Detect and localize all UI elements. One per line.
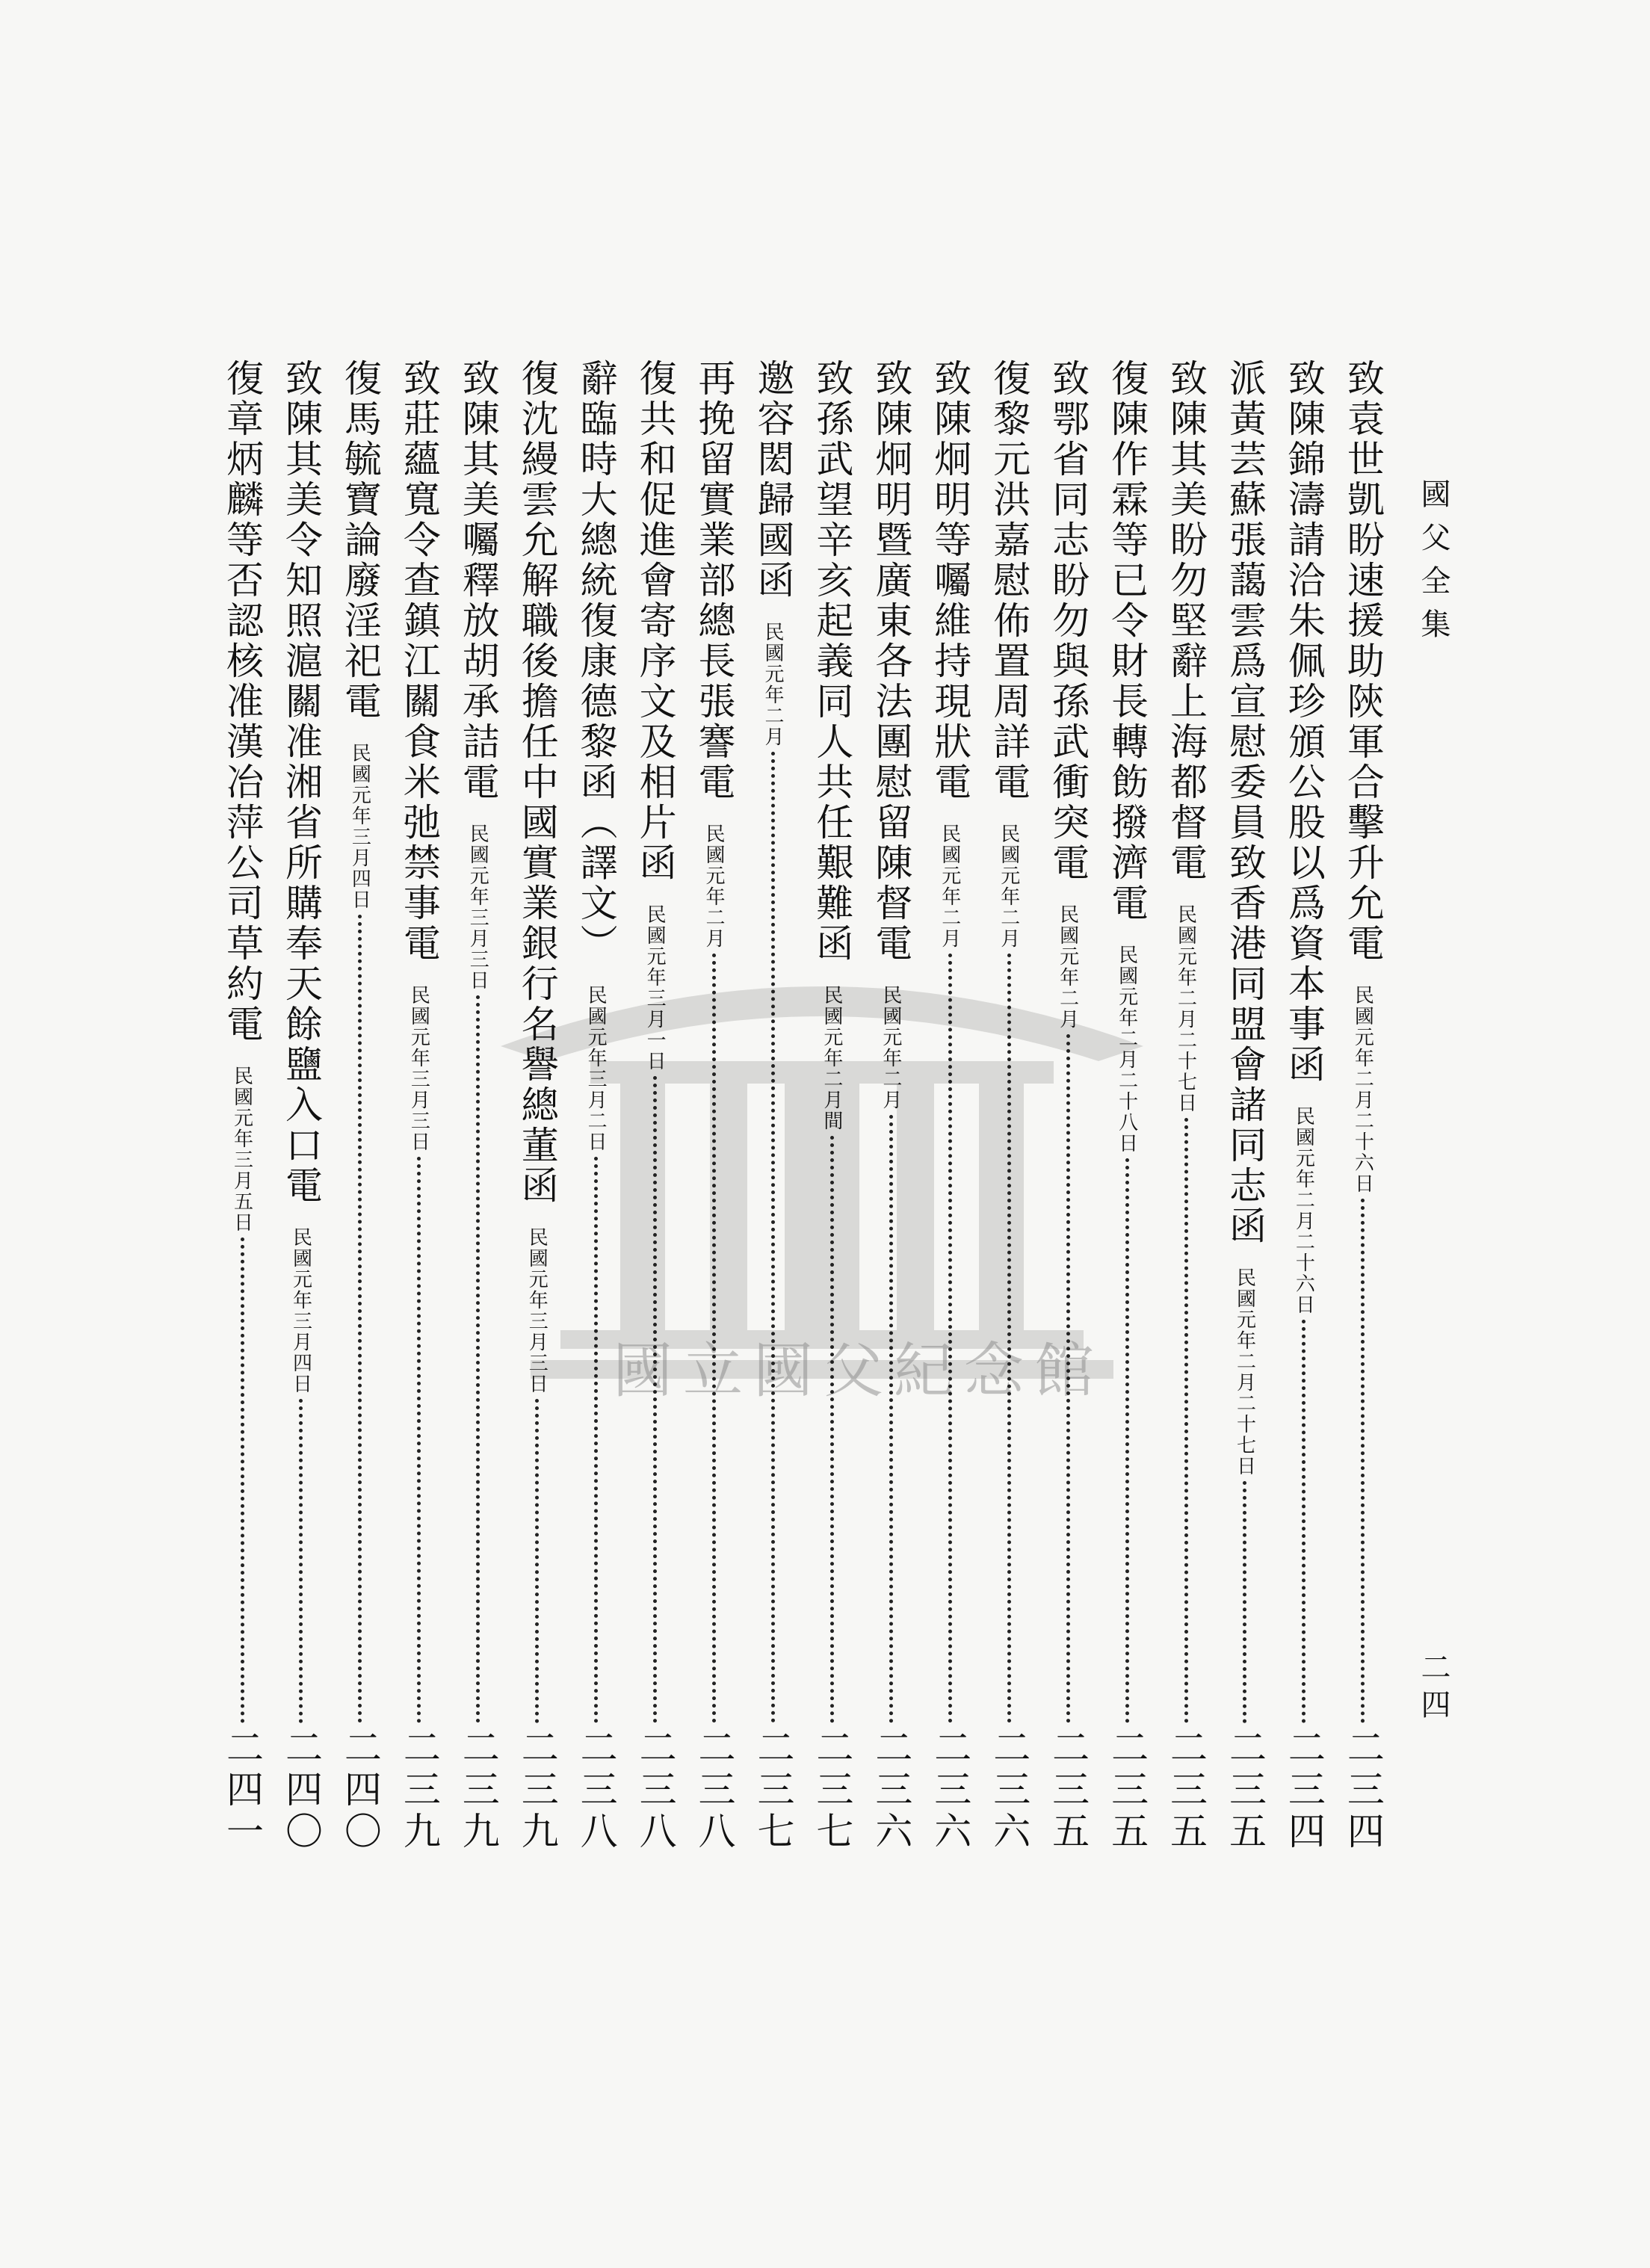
entry-date: 民國元年三月四日 xyxy=(348,743,371,910)
entry-page: 二三八 xyxy=(574,1728,618,1853)
entry-title: 復馬毓寶論廢淫祀電 xyxy=(338,359,382,722)
leader-dots xyxy=(653,1076,657,1723)
book-title: 國父全集 xyxy=(1416,478,1450,652)
entry-date: 民國元年二月 xyxy=(761,622,784,747)
entry-date: 民國元年二月 xyxy=(702,824,725,949)
toc-entry[interactable] xyxy=(810,359,859,1853)
entry-page: 二三八 xyxy=(692,1728,736,1853)
entry-date: 民國元年二月 xyxy=(879,985,902,1110)
leader-dots xyxy=(1361,1199,1365,1723)
entry-page: 二四〇 xyxy=(338,1728,382,1853)
leader-dots xyxy=(1302,1320,1306,1723)
leader-dots xyxy=(1125,1158,1129,1723)
entry-date: 民國元年二月二十六日 xyxy=(1351,985,1374,1194)
entry-title: 復沈縵雲允解職後擔任中國實業銀行名譽總董函 xyxy=(515,359,559,1206)
entry-date: 民國元年三月二日 xyxy=(584,985,608,1152)
entry-date: 民國元年三月一日 xyxy=(643,904,667,1072)
leader-dots xyxy=(1243,1481,1246,1723)
entry-page: 二三四 xyxy=(1341,1728,1385,1853)
entry-date: 民國元年二月二十七日 xyxy=(1174,904,1197,1113)
toc-entry[interactable] xyxy=(1341,359,1390,1853)
leader-dots xyxy=(594,1157,598,1723)
entry-title: 復章炳麟等否認核准漢冶萍公司草約電 xyxy=(220,359,264,1045)
entry-page: 二三六 xyxy=(869,1728,913,1853)
toc-entry[interactable] xyxy=(987,359,1036,1853)
entry-title: 致陳炯明暨廣東各法團慰留陳督電 xyxy=(869,359,913,964)
entry-page: 二三七 xyxy=(751,1728,795,1853)
entry-title: 復共和促進會寄序文及相片函 xyxy=(633,359,677,883)
entry-date: 民國元年三月四日 xyxy=(289,1227,312,1394)
entry-title: 致莊蘊寬令查鎮江關食米弛禁事電 xyxy=(397,359,441,964)
entry-page: 二三四 xyxy=(1282,1728,1326,1853)
entry-title: 致陳其美盼勿堅辭上海都督電 xyxy=(1164,359,1208,883)
leader-dots xyxy=(948,954,952,1723)
entry-date: 民國元年三月五日 xyxy=(230,1066,253,1233)
entry-date: 民國元年三月三日 xyxy=(407,985,430,1152)
entry-title: 派黃芸蘇張藹雲爲宣慰委員致香港同盟會諸同志函 xyxy=(1223,359,1267,1246)
entry-title: 致陳炯明等囑維持現狀電 xyxy=(928,359,972,803)
entry-title: 致孫武望辛亥起義同人共任艱難函 xyxy=(810,359,854,964)
leader-dots xyxy=(299,1399,303,1723)
entry-page: 二三九 xyxy=(397,1728,441,1853)
entry-title: 致陳其美囑釋放胡承詰電 xyxy=(456,359,500,803)
entry-page: 二三六 xyxy=(928,1728,972,1853)
leader-dots xyxy=(889,1115,893,1723)
leader-dots xyxy=(1007,954,1011,1723)
entry-title: 再挽留實業部總長張謇電 xyxy=(692,359,736,803)
toc-entry[interactable] xyxy=(1164,359,1213,1853)
entry-title: 致袁世凱盼速援助陝軍合擊升允電 xyxy=(1341,359,1385,964)
toc-entry[interactable] xyxy=(279,359,328,1853)
entry-page: 二三五 xyxy=(1223,1728,1267,1853)
entry-date: 民國元年二月二十六日 xyxy=(1292,1106,1315,1315)
entry-page: 二四〇 xyxy=(279,1728,323,1853)
leader-dots xyxy=(830,1136,834,1723)
entry-title: 致陳錦濤請洽朱佩珍頒公股以爲資本事函 xyxy=(1282,359,1326,1085)
entry-date: 民國元年三月三日 xyxy=(466,824,489,991)
entry-page: 二三八 xyxy=(633,1728,677,1853)
entry-page: 二三五 xyxy=(1164,1728,1208,1853)
entry-page: 二三九 xyxy=(515,1728,559,1853)
entry-date: 民國元年二月 xyxy=(997,824,1020,949)
toc-entry[interactable] xyxy=(338,359,387,1853)
toc-entry[interactable] xyxy=(515,359,564,1853)
entry-page: 二三九 xyxy=(456,1728,500,1853)
page-number: 二四 xyxy=(1416,1651,1450,1726)
toc-entry[interactable] xyxy=(633,359,682,1853)
watermark-text: 國立國父紀念館 xyxy=(613,1336,1104,1406)
leader-dots xyxy=(1066,1034,1070,1723)
entry-date: 民國元年二月二十八日 xyxy=(1115,945,1138,1154)
toc-entry[interactable] xyxy=(574,359,623,1853)
toc-entry[interactable] xyxy=(220,359,269,1853)
leader-dots xyxy=(358,915,362,1723)
leader-dots xyxy=(1184,1118,1188,1723)
entry-title: 辭臨時大總統復康德黎函（譯文） xyxy=(574,359,618,964)
entry-title: 邀容閎歸國函 xyxy=(751,359,795,601)
entry-date: 民國元年二月間 xyxy=(820,985,843,1131)
toc-entry[interactable] xyxy=(1223,359,1272,1853)
toc-entry[interactable] xyxy=(928,359,977,1853)
leader-dots xyxy=(476,995,480,1723)
toc-entry[interactable] xyxy=(751,359,800,1853)
leader-dots xyxy=(771,752,775,1723)
entry-date: 民國元年二月 xyxy=(938,824,961,949)
table-of-contents xyxy=(220,359,1390,1853)
toc-entry[interactable] xyxy=(1046,359,1095,1853)
entry-title: 復黎元洪嘉慰佈置周詳電 xyxy=(987,359,1031,803)
entry-title: 致陳其美令知照滬關准湘省所購奉天餘鹽入口電 xyxy=(279,359,323,1206)
entry-title: 復陳作霖等已令財長轉飭撥濟電 xyxy=(1105,359,1149,924)
toc-entry[interactable] xyxy=(397,359,446,1853)
entry-page: 二三五 xyxy=(1046,1728,1090,1853)
toc-entry[interactable] xyxy=(1282,359,1331,1853)
entry-title: 致鄂省同志盼勿與孫武衝突電 xyxy=(1046,359,1090,883)
leader-dots xyxy=(241,1237,244,1723)
entry-date: 民國元年三月三日 xyxy=(525,1227,549,1394)
entry-page: 二三五 xyxy=(1105,1728,1149,1853)
entry-date: 民國元年二月二十七日 xyxy=(1233,1267,1256,1477)
toc-entry[interactable] xyxy=(869,359,918,1853)
entry-date: 民國元年二月 xyxy=(1056,904,1079,1030)
leader-dots xyxy=(535,1399,539,1723)
entry-page: 二三七 xyxy=(810,1728,854,1853)
leader-dots xyxy=(712,954,716,1723)
entry-page: 二四一 xyxy=(220,1728,264,1853)
leader-dots xyxy=(417,1157,421,1723)
toc-entry[interactable] xyxy=(1105,359,1154,1853)
toc-entry[interactable] xyxy=(692,359,741,1853)
entry-page: 二三六 xyxy=(987,1728,1031,1853)
toc-entry[interactable] xyxy=(456,359,505,1853)
